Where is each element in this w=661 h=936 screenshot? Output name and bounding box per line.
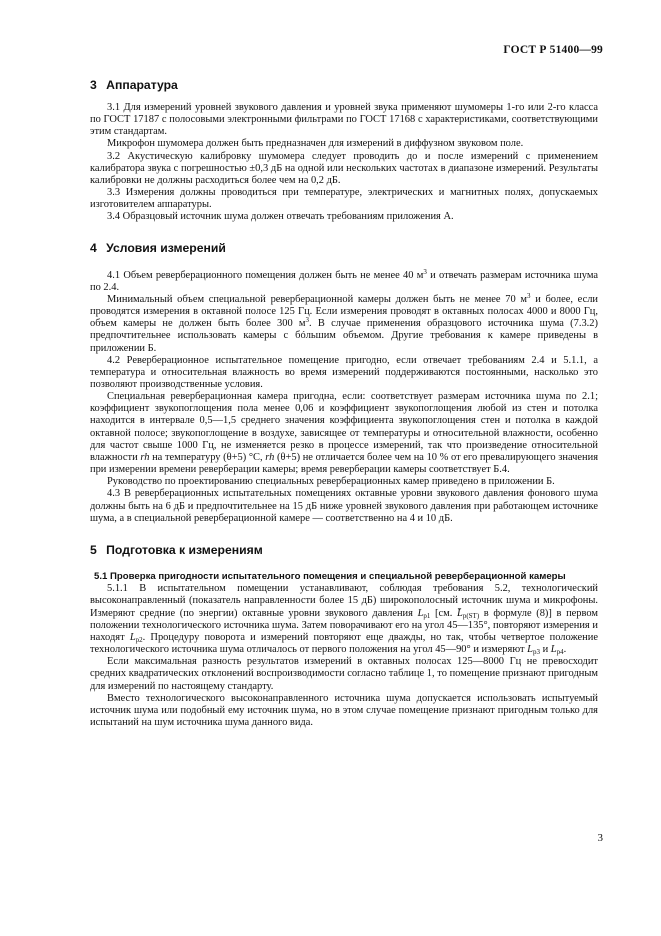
paragraph-4-2: 4.2 Реверберационное испытательное помещение пригодно, если отвечает требованиям 2.4 и 5.1.1, а температура и относительная влажность во время измерений поддерживаются постоянными, насколько это позволяют производственные условия.: [90, 354, 598, 390]
paragraph-3-1: 3.1 Для измерений уровней звукового давления и уровней звука применяют шумомеры 1-го или 2-го класса по ГОСТ 17187 с полосовыми электронными фильтрами по ГОСТ 17168 с характеристиками, соответствующими этим стандартам.: [90, 102, 598, 138]
section-4-heading: 4 Условия измерений: [90, 240, 226, 255]
subsection-5-1-heading: 5.1 Проверка пригодности испытательного помещения и специальной реверберационной камеры: [94, 570, 566, 582]
section-3-heading: 3 Аппаратура: [90, 78, 178, 92]
paragraph-3-2: 3.2 Акустическую калибровку шумомера следует проводить до и после измерений с применением калибратора звука с погрешностью ±0,3 дБ на одной или нескольких частотах в диапазоне измерений. Результаты калибровки не должны расходиться более чем на 0,2 дБ.: [90, 150, 598, 186]
paragraph-4-2-guide: Руководство по проектированию специальных реверберационных камер приведено в приложении Б.: [107, 476, 555, 488]
page-number: 3: [597, 832, 603, 844]
paragraph-5-1-1: 5.1.1 В испытательном помещении устанавливают, соблюдая требования 5.2, технологический высоконаправленный (показатель направленности более 15 дБ) широкополосный источник шума и микрофоны. Измеряют средние (по энергии) октавные уровни звукового давления $L_{p1}$ [см. $L̄_{p(ST)}$ в формуле (8)] в первом положении технологического источника шума. Затем поворачивают его на угол 45—135°, повторяют измерения и находят $L_{p2}$. Процедуру поворота и измерений повторяют еще дважды, но так, чтобы четвертое положение технологического источника шума отличалось от первого положения на угол 45—90° и измеряют $L_{p3}$ и $L_{p4}$.: [90, 583, 599, 657]
paragraph-3-4: 3.4 Образцовый источник шума должен отвечать требованиям приложения А.: [107, 211, 454, 223]
paragraph-4-1: 4.1 Объем реверберационного помещения должен быть не менее 40 $м^3$ и отвечать размерам источника шума по 2.4.: [90, 267, 598, 293]
paragraph-5-1-1-criteria: Если максимальная разность результатов измерений в октавных полосах 125—8000 Гц не превосходит средних квадратических отклонений воспроизводимости согласно таблице 1, то помещение признают пригодным для измерений по настоящему стандарту.: [90, 656, 598, 692]
paragraph-4-3: 4.3 В реверберационных испытательных помещениях октавные уровни звукового давления фонового шума должны быть на 6 дБ и предпочтительнее на 15 дБ ниже уровней звукового давления при работающем источнике шума, а в специальной реверберационной камере — соответственно на 4 и 10 дБ.: [90, 488, 598, 524]
document-header: ГОСТ Р 51400—99: [503, 44, 603, 56]
paragraph-4-2-chamber: Специальная реверберационная камера пригодна, если: соответствует размерам источника шума по 2.1; коэффициент звукопоглощения пола менее 0,06 и коэффициент звукопоглощения любой из стен и потолка находится в интервале 0,5—1,5 среднего значения коэффициента звукопоглощения стен и потолка в каждой октавной полосе; звукопоглощение в воздухе, зависящее от температуры и относительной влажности, особенно для частот свыше 1000 Гц, не изменяется резко в процессе измерений, так что произведение относительной влажности rh на температуру (θ+5) °С, rh (θ+5) не отличается более чем на 10 % от его превалирующего значения при измерении времени реверберации камеры; время реверберации камеры соответствует Б.4.: [90, 391, 599, 476]
paragraph-3-3: 3.3 Измерения должны проводиться при температуре, электрических и магнитных полях, допускаемых изготовителем аппаратуры.: [90, 187, 598, 211]
paragraph-3-1-mic: Микрофон шумомера должен быть предназначен для измерений в диффузном звуковом поле.: [107, 138, 524, 150]
section-5-heading: 5 Подготовка к измерениям: [90, 542, 263, 557]
paragraph-4-1-chamber: Минимальный объем специальной реверберационной камеры должен быть не менее 70 $м^3$ и более, если проводятся измерения в октавной полосе 125 Гц. Если измерения проводят в октавных полосах 4000 и 8000 Гц, объем камеры не должен быть более 300 $м^3$. В случае применения образцового источника шума (7.3.2) предпочтительнее использовать камеры с бóльшим объемом. Другие требования к камере приведены в приложении Б.: [90, 291, 598, 354]
paragraph-5-1-1-alternative: Вместо технологического высоконаправленного источника шума допускается использовать испытуемый источник шума или подобный ему источник шума, но в этом случае помещение признают пригодным только для испытаний на шум источника шума данного вида.: [90, 692, 598, 728]
page-content: [90, 78, 598, 729]
